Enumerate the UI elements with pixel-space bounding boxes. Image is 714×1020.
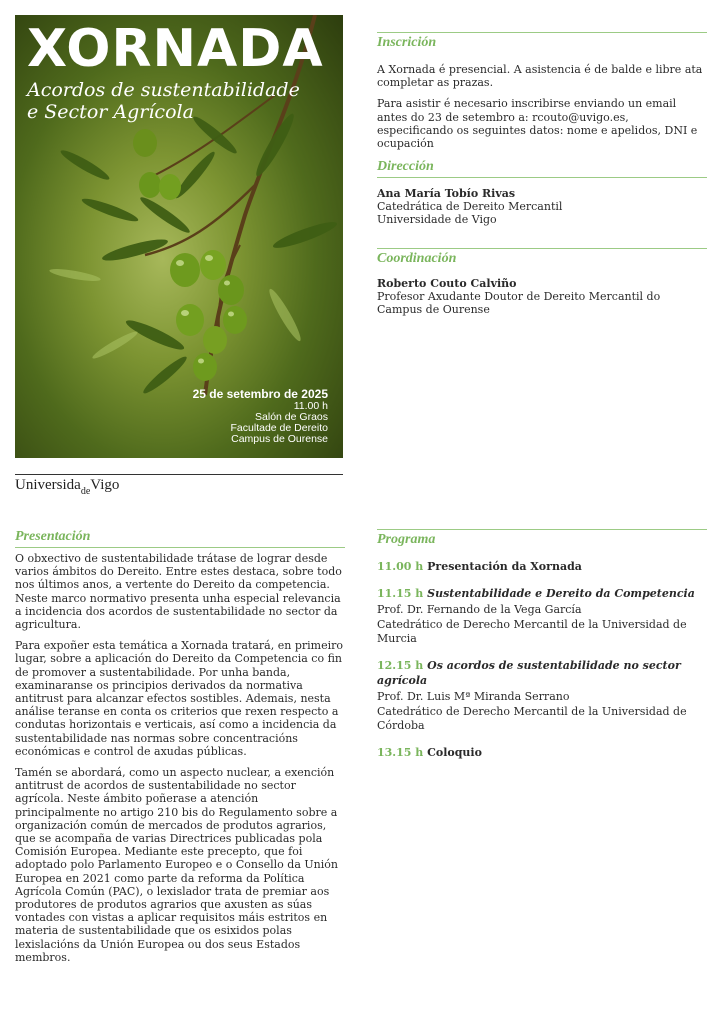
inscricion-text-1: A Xornada é presencial. A asistencia é de balde e libre ata completar as prazas. <box>377 63 703 90</box>
event-time: 11.00 h <box>293 400 328 412</box>
programa-item <box>377 560 707 575</box>
coordinacion-name: Roberto Couto Calviño <box>377 277 517 290</box>
inscricion-text-2: Para asistir é necesario inscribirse enviando un email antes do 23 de setembro a: rcouto@uvigo.es, especificando os seguintes datos: nome e apelidos, DNI e ocupación <box>377 97 698 151</box>
presentacion-paragraph-1: O obxectivo de sustentabilidade trátase de lograr desde varios ámbitos do Dereito. Entre estes destaca, sobre todo nos últimos anos, a vertente do Dereito da competencia. Neste marco normativo presenta unha especial relevancia a incidencia dos acordos de sustentabilidade no sector da agricultura. <box>15 552 342 632</box>
programa-heading: Programa <box>377 532 436 547</box>
programa-affiliation: Catedrático de Derecho Mercantil de la Universidad de Murcia <box>377 617 687 646</box>
logo-divider <box>15 474 343 475</box>
event-faculty: Facultade de Dereito <box>230 422 328 434</box>
section-rule <box>377 248 707 249</box>
direccion-heading: Dirección <box>377 159 707 178</box>
coordinacion-heading: Coordinación <box>377 251 457 266</box>
event-room: Salón de Graos <box>255 411 328 423</box>
programa-title: Sustentabilidade e Dereito da Competencia <box>427 586 695 600</box>
coordinacion-role: Profesor Axudante Doutor de Dereito Mercantil do Campus de Ourense <box>377 290 661 317</box>
programa-speaker: Prof. Dr. Luis Mª Miranda Serrano <box>377 690 570 704</box>
presentacion-heading: Presentación <box>15 529 345 548</box>
programa-time: 11.15 h <box>377 586 424 600</box>
section-inscricion <box>377 32 707 150</box>
programa-title: Presentación da Xornada <box>427 560 582 573</box>
direccion-org: Universidade de Vigo <box>377 213 497 227</box>
programa-title: Coloquio <box>427 745 482 759</box>
programa-item <box>377 659 707 734</box>
university-logo: Universida$_{de}$Vigo <box>15 477 120 497</box>
programa-time: 13.15 h <box>377 745 424 759</box>
section-presentacion <box>15 529 345 964</box>
section-rule <box>377 32 707 33</box>
programa-affiliation: Catedrático de Derecho Mercantil de la Universidad de Córdoba <box>377 704 687 733</box>
section-rule <box>377 529 707 530</box>
programa-item <box>377 746 707 761</box>
section-programa <box>377 529 707 761</box>
section-direccion <box>377 159 707 227</box>
event-campus: Campus de Ourense <box>231 433 328 445</box>
presentacion-paragraph-2: Para expoñer esta temática a Xornada tratará, en primeiro lugar, sobre a aplicación do Dereito da Competencia co fin de promover a sustentabilidade. Por unha banda, examinaranse os principios derivados da normativa antitrust para alcanzar efectos sostibles. Ademais, nesta análise teranse en conta os criterios que rexen respecto a condutas horizontais e verticais, así como a incidencia da sustentabilidade nas normas sobre concentracións económicas e control de axudas públicas. <box>15 639 343 758</box>
poster-image <box>15 15 343 458</box>
presentacion-paragraph-3: Tamén se abordará, como un aspecto nuclear, a exención antitrust de acordos de sustentabilidade no sector agrícola. Neste ámbito poñerase a atención principalmente no artigo 210 bis do Regulamento sobre a organización común de mercados de produtos agrarios, que se acompaña de varias Directrices publicadas pola Comisión Europea. Mediante este precepto, que foi adoptado polo Parlamento Europeo e o Consello da Unión Europea en 2021 como parte da reforma da Política Agrícola Común (PAC), o lexislador trata de premiar aos produtores de produtos agrarios que axusten as súas vontades con vistas a aplicar requisitos máis estritos en materia de sustentabilidade que os esixidos polas lexislacións da Unión Europea ou dos seus Estados membros. <box>15 766 338 964</box>
inscricion-heading: Inscrición <box>377 35 437 50</box>
programa-item <box>377 587 707 647</box>
direccion-name: Ana María Tobío Rivas <box>377 187 516 200</box>
programa-time: 12.15 h <box>377 658 424 672</box>
poster-event-info <box>193 387 328 445</box>
programa-title: Os acordos de sustentabilidade no sector agrícola <box>377 658 681 687</box>
event-date: 25 de setembro de 2025 <box>192 387 328 401</box>
poster-title: XORNADA <box>27 19 324 79</box>
section-coordinacion <box>377 248 707 317</box>
programa-speaker: Prof. Dr. Fernando de la Vega García <box>377 603 582 617</box>
programa-time: 11.00 h <box>377 560 424 573</box>
poster-subtitle: Acordos de sustentabilidade e Sector Agrícola <box>27 79 300 123</box>
direccion-role: Catedrática de Dereito Mercantil <box>377 200 563 214</box>
